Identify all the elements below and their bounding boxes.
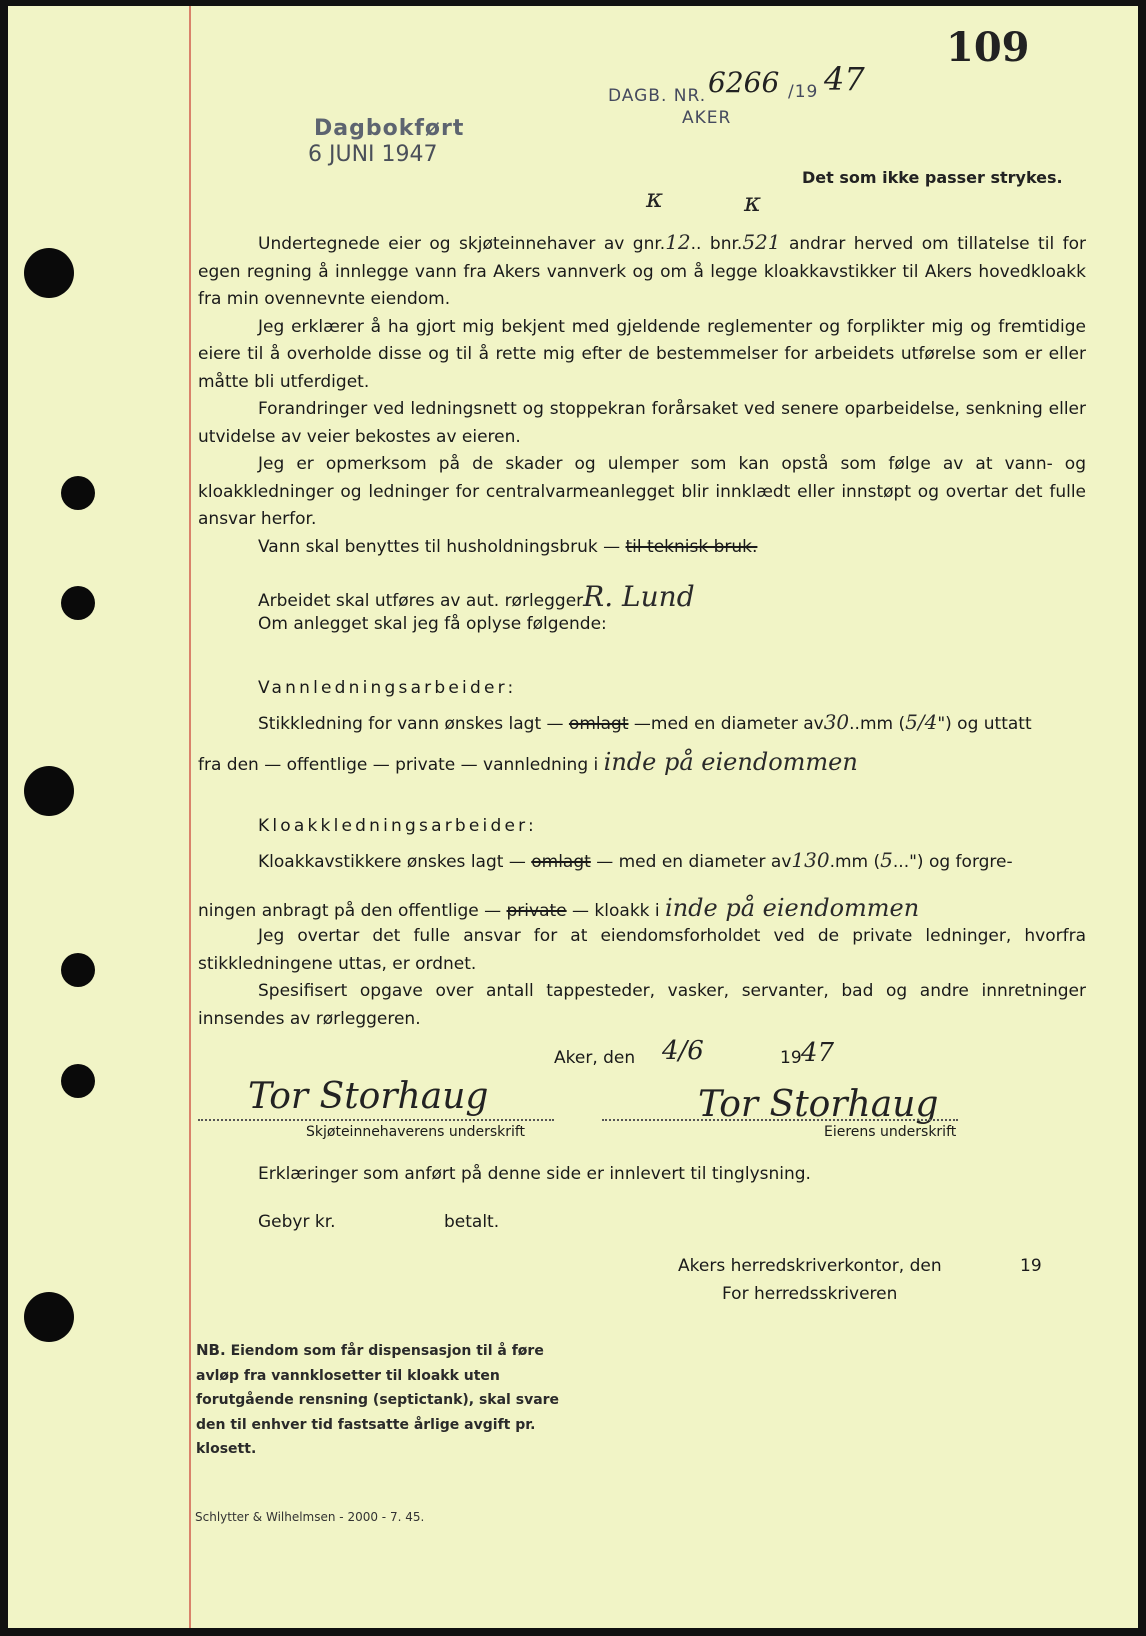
municipality: AKER: [682, 108, 732, 128]
punch-hole: [24, 1292, 74, 1342]
paragraph-responsibility: Jeg overtar det fulle ansvar for at eiendomsforholdet ved de private ledninger, hvorfra stikkledningene uttas, er ordnet.: [198, 926, 1086, 974]
struck-text: omlagt: [568, 714, 629, 734]
check-mark: κ: [646, 184, 664, 214]
punch-hole: [24, 248, 74, 298]
punch-hole: [61, 476, 95, 510]
text: Vann skal benyttes til husholdningsbruk —: [258, 536, 621, 557]
paragraph-application: Undertegnede eier og skjøteinnehaver av gnr.12.. bnr.521 andrar herved om tillatelse til for egen regning å innlegge vann fra Akers vannverk og om å legge kloakkavstikker til Akers hovedkloakk fra min ovennevnte eiendom.: [198, 230, 1086, 309]
gnr-value: 12: [665, 230, 691, 254]
sewer-diameter-in: 5: [880, 848, 893, 872]
paragraph-water-use: [198, 534, 1086, 562]
fee-paid: betalt.: [444, 1212, 500, 1232]
fee-label: Gebyr kr.: [258, 1212, 336, 1232]
text: —med en diameter av: [633, 714, 824, 734]
text: ") og uttatt: [937, 714, 1032, 734]
body-paragraphs-2: [198, 923, 1086, 1033]
nb-note: [196, 1338, 576, 1462]
signature-year: 47: [801, 1038, 835, 1068]
plumber-name: R. Lund: [583, 580, 695, 613]
office-line: Akers herredskriverkontor, den: [678, 1256, 942, 1276]
text: mm (: [859, 714, 906, 734]
nb-label: NB.: [196, 1341, 226, 1359]
text: ") og forgre-: [909, 852, 1013, 872]
dagb-year: 47: [824, 60, 865, 98]
bnr-value: 521: [742, 230, 781, 254]
signature-date: 4/6: [662, 1036, 704, 1066]
signature-line-owner: [602, 1119, 958, 1121]
dagb-label: DAGB. NR.: [608, 86, 707, 106]
paragraph-damages: Jeg er opmerksom på de skader og ulemper som kan opstå som følge av at vann- og kloakkledninger og ledninger for centralvarmeanlegget blir innklædt eller innstøpt og overtar det fulle ansvar herfor.: [198, 454, 1086, 529]
water-location: inde på eiendommen: [603, 748, 858, 776]
text: andrar herved om tillatelse til for egen regning å innlegge vann fra Akers vannverk og om å legge kloakkavstikker til Akers hovedkloakk fra min ovennevnte eiendom.: [198, 234, 1086, 309]
text: mm (: [835, 852, 881, 872]
punch-hole: [61, 953, 95, 987]
water-diameter-mm: 30: [823, 710, 850, 734]
plumber-line: [258, 580, 695, 613]
signature-owner: Tor Storhaug: [698, 1084, 939, 1125]
water-heading: Vannledningsarbeider:: [258, 678, 517, 698]
sewer-location: inde på eiendommen: [665, 894, 920, 922]
sewer-diameter-mm: 130: [791, 848, 830, 872]
text: Undertegnede eier og skjøteinnehaver av gnr.: [258, 234, 666, 254]
sewer-heading: Kloakkledningsarbeider:: [258, 816, 537, 836]
text: — med en diameter av: [596, 852, 792, 872]
info-intro: Om anlegget skal jeg få oplyse følgende:: [258, 614, 607, 634]
sewer-line-2: [198, 894, 919, 922]
struck-text: omlagt: [531, 852, 591, 872]
text: bnr.: [709, 234, 743, 254]
label-holder-signature: Skjøteinnehaverens underskrift: [306, 1124, 526, 1140]
text: — kloakk i: [572, 901, 660, 921]
dagb-number: 6266: [708, 66, 780, 99]
text: ningen anbragt på den offentlige —: [198, 901, 502, 921]
printer-footer: Schlytter & Wilhelmsen - 2000 - 7. 45.: [195, 1510, 425, 1524]
body-paragraphs-1: [198, 229, 1086, 561]
place-date: [554, 1048, 635, 1068]
water-line-1: Stikkledning for vann ønskes lagt — omlagt —med en diameter av30..mm (5/4") og uttatt: [258, 710, 1032, 734]
text: Arbeidet skal utføres av aut. rørlegger: [258, 591, 584, 611]
strike-note: Det som ikke passer strykes.: [802, 168, 1063, 187]
text: fra den — offentlige — private — vannledning i: [198, 755, 599, 775]
punch-hole: [61, 1064, 95, 1098]
office-signer: For herredsskriveren: [722, 1284, 898, 1304]
check-mark: κ: [744, 188, 762, 218]
punch-hole: [24, 766, 74, 816]
water-diameter-in: 5/4: [905, 710, 938, 734]
signature-line-holder: [198, 1119, 554, 1121]
struck-text: private: [506, 901, 567, 921]
nb-text: Eiendom som får dispensasjon til å føre avløp fra vannklosetter til kloakk uten forutgående rensning (septictank), skal svare den til enhver tid fastsatte årlige avgift pr. klosett.: [196, 1343, 560, 1457]
paragraph-changes: Forandringer ved ledningsnett og stoppekran forårsaket ved senere oparbeidelse, senkning eller utvidelse av veier bekostes av eieren.: [198, 399, 1086, 447]
registration-line: Erklæringer som anført på denne side er innlevert til tinglysning.: [258, 1164, 811, 1184]
label-owner-signature: Eierens underskrift: [824, 1124, 957, 1140]
signature-holder: Tor Storhaug: [248, 1076, 489, 1117]
document-page: [8, 6, 1138, 1628]
signature-year-prefix: 19: [780, 1048, 802, 1068]
punch-hole: [61, 586, 95, 620]
text: Stikkledning for vann ønskes lagt —: [258, 714, 564, 734]
sewer-line-1: Kloakkavstikkere ønskes lagt — omlagt — med en diameter av130.mm (5...") og forgre-: [258, 848, 1013, 872]
text: Kloakkavstikkere ønskes lagt —: [258, 852, 526, 872]
paragraph-regulations: Jeg erklærer å ha gjort mig bekjent med gjeldende reglementer og forplikter mig og fremtidige eiere til å overholde disse og til å rette mig efter de bestemmelser for arbeidets utførelse som er eller måtte bli utferdiget.: [198, 316, 1086, 392]
page-number: 109: [946, 24, 1030, 71]
dagb-year-prefix: /19: [788, 82, 819, 102]
text: Aker, den: [554, 1048, 636, 1068]
paragraph-specification: Spesifisert opgave over antall tappesteder, vasker, servanter, bad og andre innretninger innsendes av rørleggeren.: [198, 981, 1086, 1029]
struck-text: til teknisk bruk.: [625, 536, 758, 557]
stamp-date: 6 JUNI 1947: [308, 142, 438, 167]
water-line-2: [198, 748, 858, 776]
office-year: 19: [1020, 1256, 1042, 1276]
stamp-dagbokfort: Dagbokført: [314, 116, 465, 141]
margin-line: [189, 6, 191, 1628]
